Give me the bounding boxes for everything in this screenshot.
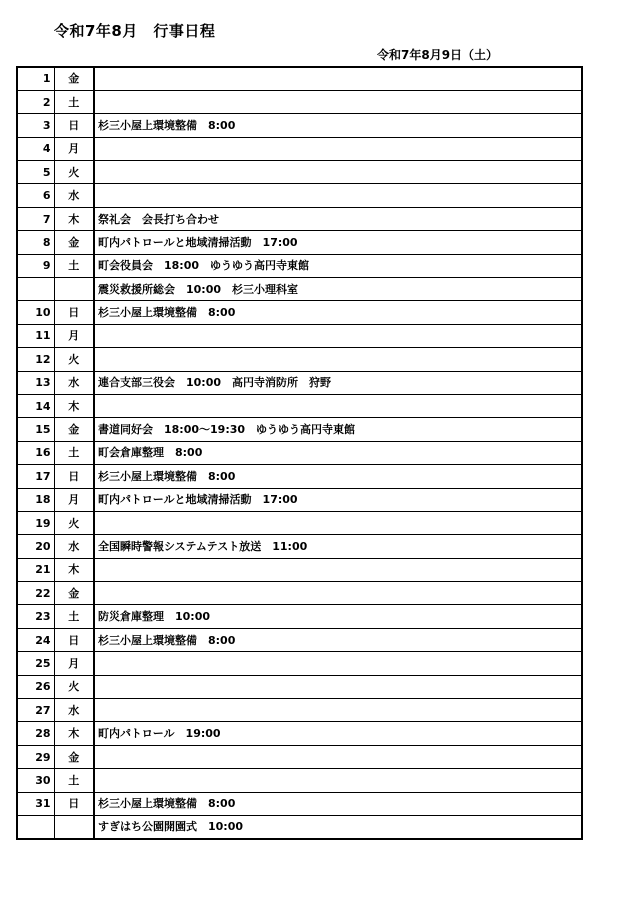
day-cell [17, 278, 54, 301]
event-cell [94, 348, 582, 371]
schedule-row [17, 90, 582, 113]
weekday-cell: 水 [54, 184, 94, 207]
weekday-cell: 金 [54, 67, 94, 90]
event-cell: 杉三小屋上環境整備 8:00 [94, 465, 582, 488]
schedule-row [17, 652, 582, 675]
schedule-row [17, 231, 582, 254]
event-cell: 町内パトロールと地域清掃活動 17:00 [94, 488, 582, 511]
event-cell: 町会役員会 18:00 ゆうゆう高円寺東館 [94, 254, 582, 277]
day-cell: 19 [17, 511, 54, 534]
weekday-cell: 金 [54, 745, 94, 768]
event-cell [94, 675, 582, 698]
weekday-cell: 日 [54, 465, 94, 488]
weekday-cell: 月 [54, 488, 94, 511]
event-cell [94, 582, 582, 605]
day-cell: 18 [17, 488, 54, 511]
schedule-row [17, 628, 582, 651]
schedule-row [17, 792, 582, 815]
event-cell [94, 394, 582, 417]
day-cell: 16 [17, 441, 54, 464]
day-cell: 26 [17, 675, 54, 698]
event-cell [94, 558, 582, 581]
event-cell: 杉三小屋上環境整備 8:00 [94, 301, 582, 324]
event-cell [94, 161, 582, 184]
event-cell: 町会倉庫整理 8:00 [94, 441, 582, 464]
event-cell [94, 67, 582, 90]
weekday-cell: 日 [54, 792, 94, 815]
schedule-row [17, 161, 582, 184]
schedule-row [17, 582, 582, 605]
document-date: 令和7年8月9日（土） [377, 48, 499, 62]
weekday-cell: 水 [54, 699, 94, 722]
schedule-row [17, 301, 582, 324]
weekday-cell: 土 [54, 90, 94, 113]
weekday-cell: 水 [54, 535, 94, 558]
schedule-row [17, 394, 582, 417]
weekday-cell: 月 [54, 137, 94, 160]
event-cell: 全国瞬時警報システムテスト放送 11:00 [94, 535, 582, 558]
weekday-cell: 火 [54, 161, 94, 184]
day-cell: 30 [17, 769, 54, 792]
weekday-cell: 火 [54, 511, 94, 534]
schedule-row [17, 745, 582, 768]
weekday-cell: 木 [54, 207, 94, 230]
schedule-row [17, 769, 582, 792]
weekday-cell: 土 [54, 254, 94, 277]
schedule-table [16, 66, 583, 840]
day-cell: 14 [17, 394, 54, 417]
schedule-row [17, 137, 582, 160]
schedule-row [17, 488, 582, 511]
day-cell: 2 [17, 90, 54, 113]
schedule-row [17, 67, 582, 90]
event-cell [94, 769, 582, 792]
schedule-row [17, 371, 582, 394]
weekday-cell: 木 [54, 722, 94, 745]
event-cell [94, 652, 582, 675]
day-cell: 13 [17, 371, 54, 394]
schedule-row [17, 348, 582, 371]
day-cell: 9 [17, 254, 54, 277]
day-cell: 8 [17, 231, 54, 254]
day-cell: 27 [17, 699, 54, 722]
day-cell: 6 [17, 184, 54, 207]
event-cell: 書道同好会 18:00～19:30 ゆうゆう高円寺東館 [94, 418, 582, 441]
weekday-cell: 金 [54, 418, 94, 441]
weekday-cell [54, 278, 94, 301]
weekday-cell: 木 [54, 394, 94, 417]
weekday-cell: 木 [54, 558, 94, 581]
weekday-cell: 月 [54, 324, 94, 347]
weekday-cell [54, 816, 94, 839]
weekday-cell: 土 [54, 441, 94, 464]
schedule-row [17, 418, 582, 441]
weekday-cell: 月 [54, 652, 94, 675]
schedule-row [17, 324, 582, 347]
event-cell [94, 324, 582, 347]
day-cell: 11 [17, 324, 54, 347]
event-cell [94, 137, 582, 160]
event-cell: 杉三小屋上環境整備 8:00 [94, 792, 582, 815]
schedule-row [17, 254, 582, 277]
event-cell [94, 184, 582, 207]
weekday-cell: 火 [54, 675, 94, 698]
event-cell [94, 745, 582, 768]
day-cell: 31 [17, 792, 54, 815]
schedule-row [17, 675, 582, 698]
schedule-row [17, 207, 582, 230]
weekday-cell: 日 [54, 114, 94, 137]
day-cell: 25 [17, 652, 54, 675]
day-cell: 28 [17, 722, 54, 745]
day-cell: 7 [17, 207, 54, 230]
weekday-cell: 日 [54, 628, 94, 651]
schedule-row [17, 605, 582, 628]
schedule-row [17, 558, 582, 581]
day-cell: 12 [17, 348, 54, 371]
day-cell: 21 [17, 558, 54, 581]
event-cell: 町内パトロールと地域清掃活動 17:00 [94, 231, 582, 254]
day-cell: 17 [17, 465, 54, 488]
event-cell: 連合支部三役会 10:00 高円寺消防所 狩野 [94, 371, 582, 394]
event-cell: 町内パトロール 19:00 [94, 722, 582, 745]
weekday-cell: 水 [54, 371, 94, 394]
day-cell: 1 [17, 67, 54, 90]
schedule-row [17, 535, 582, 558]
schedule-row [17, 441, 582, 464]
schedule-row [17, 816, 582, 839]
event-cell: 祭礼会 会長打ち合わせ [94, 207, 582, 230]
schedule-row [17, 278, 582, 301]
schedule-row [17, 184, 582, 207]
event-cell: 杉三小屋上環境整備 8:00 [94, 114, 582, 137]
day-cell: 15 [17, 418, 54, 441]
schedule-row [17, 465, 582, 488]
day-cell: 22 [17, 582, 54, 605]
day-cell: 29 [17, 745, 54, 768]
event-cell [94, 699, 582, 722]
day-cell: 10 [17, 301, 54, 324]
event-cell [94, 511, 582, 534]
document-title: 令和7年8月 行事日程 [54, 22, 216, 40]
event-cell [94, 90, 582, 113]
weekday-cell: 金 [54, 231, 94, 254]
day-cell [17, 816, 54, 839]
weekday-cell: 金 [54, 582, 94, 605]
event-cell: すぎはち公園開園式 10:00 [94, 816, 582, 839]
day-cell: 4 [17, 137, 54, 160]
event-cell: 震災救援所総会 10:00 杉三小理科室 [94, 278, 582, 301]
event-cell: 杉三小屋上環境整備 8:00 [94, 628, 582, 651]
day-cell: 24 [17, 628, 54, 651]
schedule-row [17, 511, 582, 534]
schedule-row [17, 114, 582, 137]
day-cell: 20 [17, 535, 54, 558]
schedule-row [17, 722, 582, 745]
weekday-cell: 火 [54, 348, 94, 371]
weekday-cell: 日 [54, 301, 94, 324]
schedule-row [17, 699, 582, 722]
day-cell: 23 [17, 605, 54, 628]
day-cell: 5 [17, 161, 54, 184]
weekday-cell: 土 [54, 769, 94, 792]
event-cell: 防災倉庫整理 10:00 [94, 605, 582, 628]
weekday-cell: 土 [54, 605, 94, 628]
schedule-body [17, 67, 582, 839]
day-cell: 3 [17, 114, 54, 137]
